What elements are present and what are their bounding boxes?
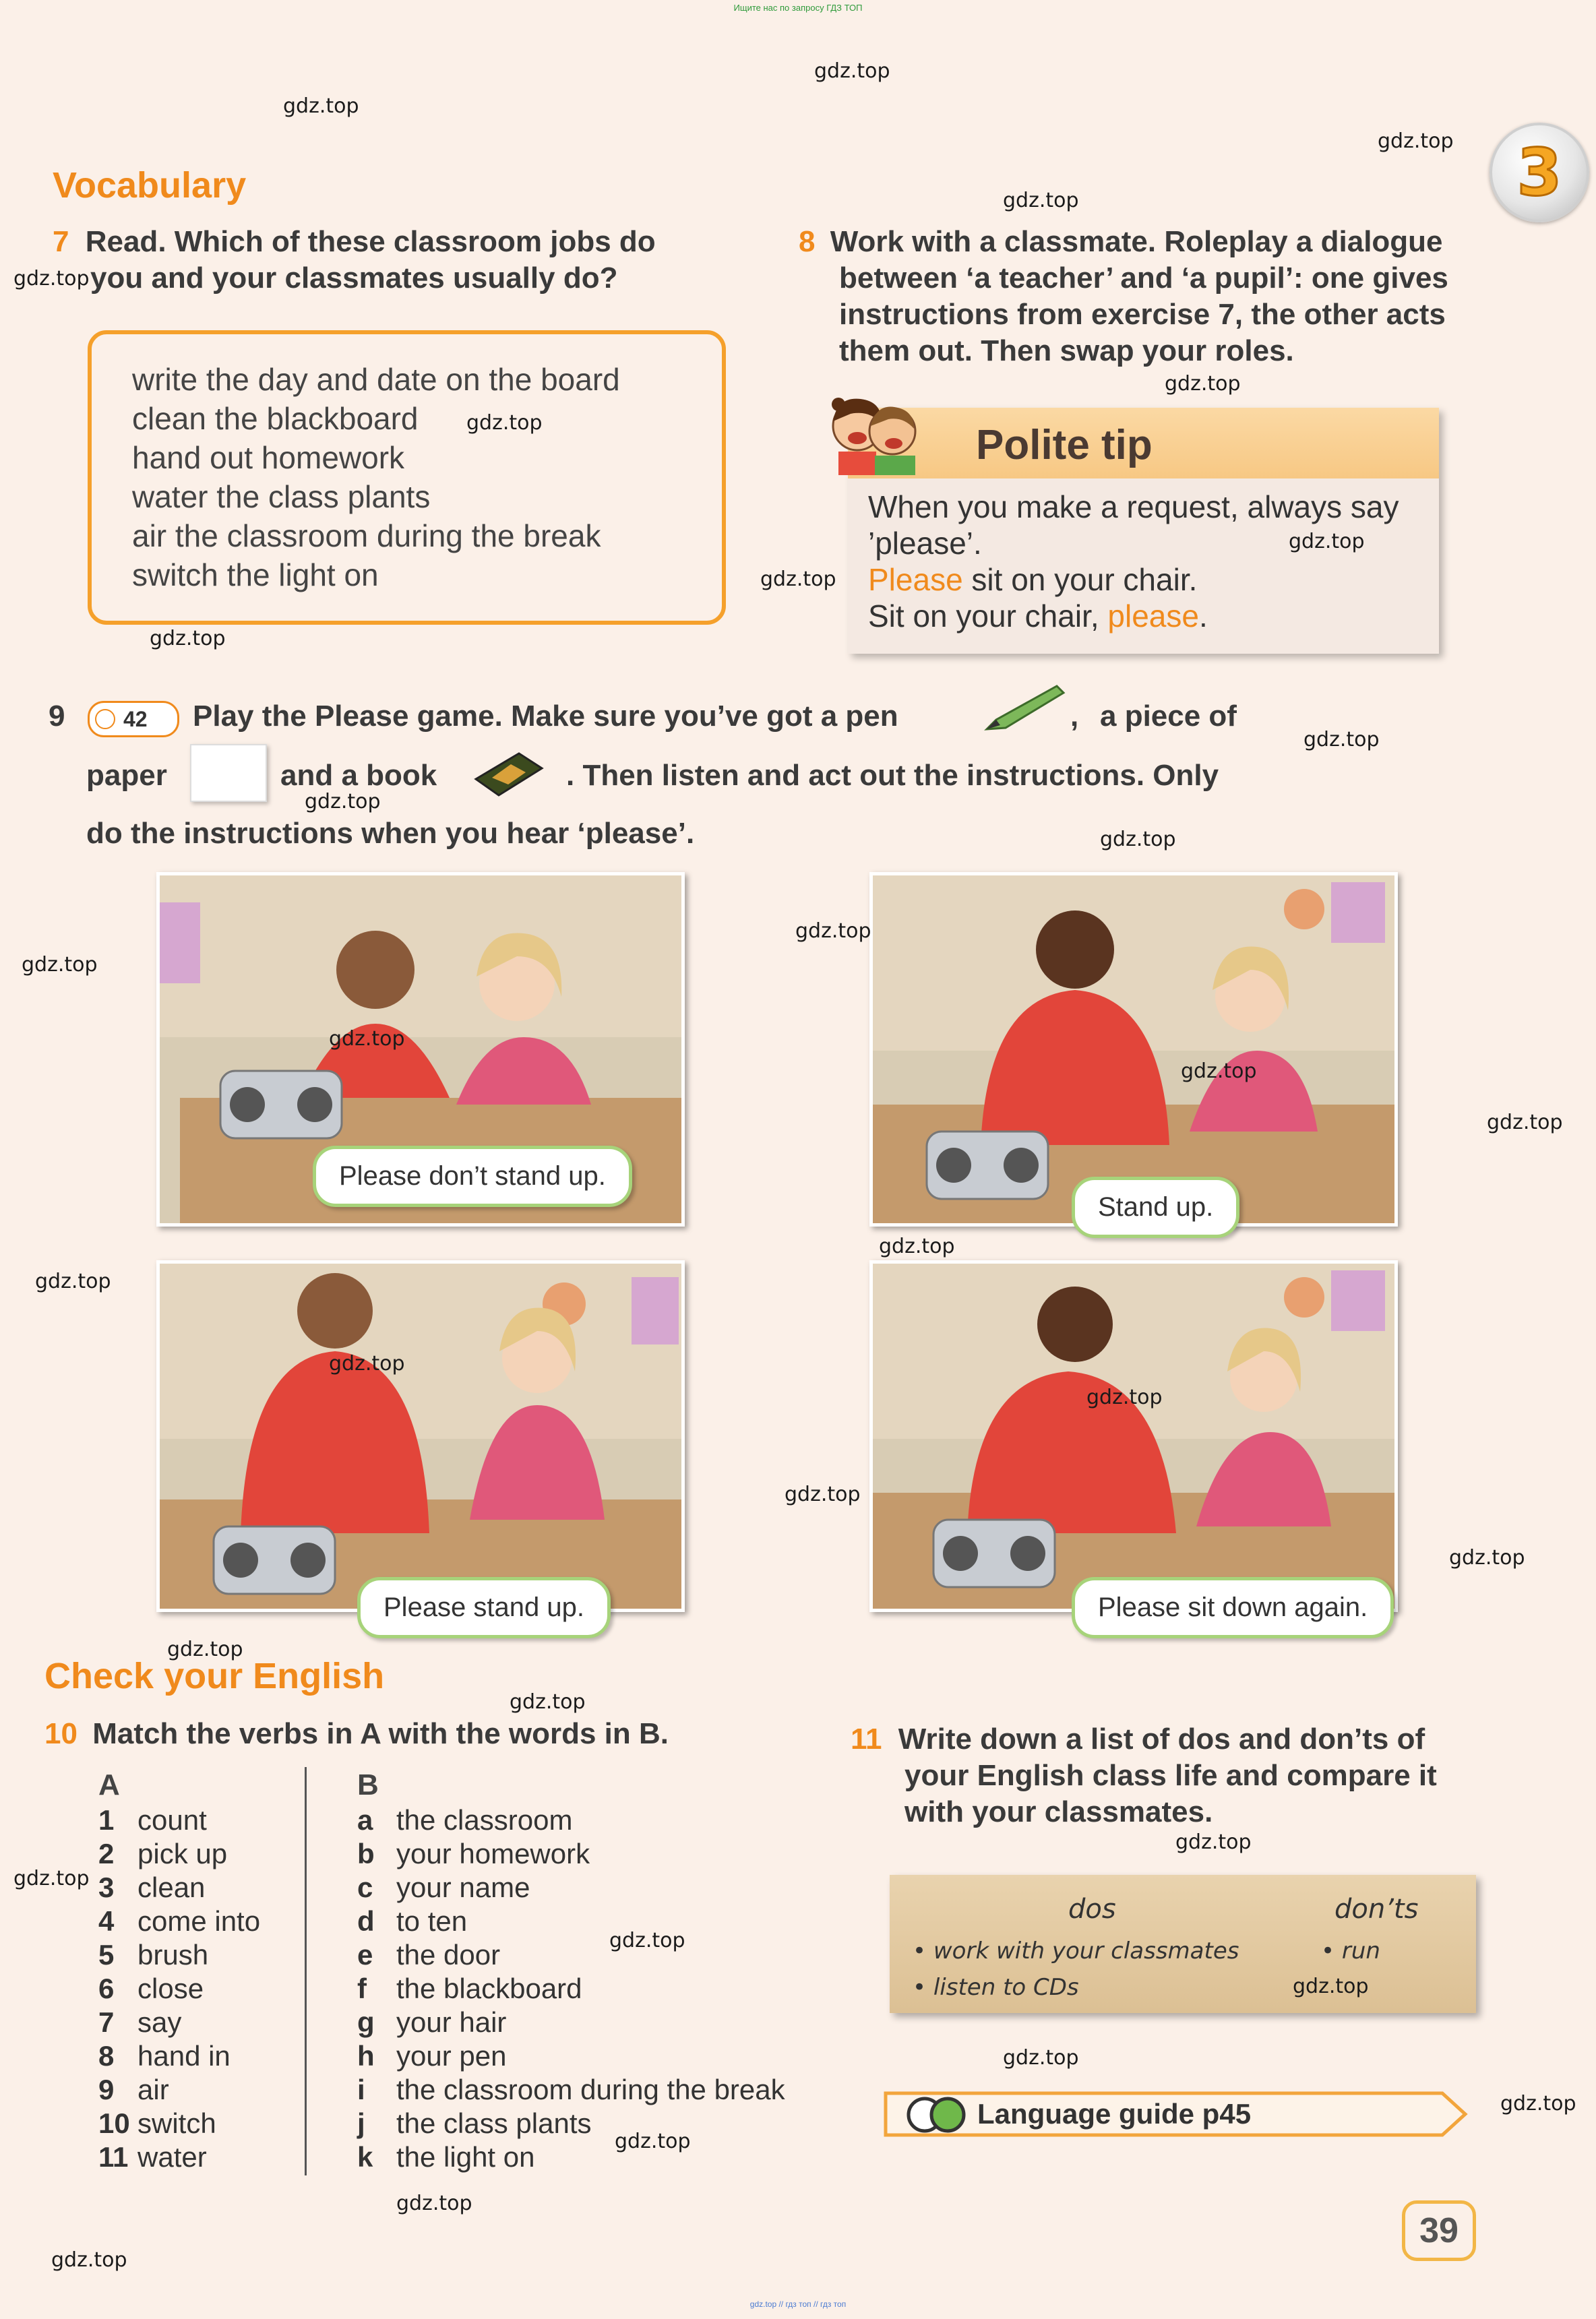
column-a-header: A bbox=[98, 1768, 120, 1801]
list-item: c your name bbox=[357, 1872, 530, 1903]
photo-3 bbox=[156, 1260, 685, 1612]
header-note: Ищите нас по запросу ГДЗ ТОП bbox=[733, 3, 863, 13]
job-item: hand out homework bbox=[132, 440, 405, 475]
list-item: f the blackboard bbox=[357, 1973, 582, 2004]
watermark: gdz.top bbox=[283, 94, 359, 118]
language-guide-label: Language guide p45 bbox=[977, 2098, 1252, 2130]
watermark: gdz.top bbox=[1487, 1111, 1563, 1134]
polite-tip-title: Polite tip bbox=[976, 422, 1153, 468]
dos-list bbox=[913, 1933, 1239, 2006]
job-item: clean the blackboard bbox=[132, 401, 419, 436]
watermark: gdz.top bbox=[615, 2130, 691, 2153]
dos-donts-note bbox=[890, 1875, 1476, 2013]
watermark: gdz.top bbox=[1303, 728, 1380, 751]
watermark: gdz.top bbox=[396, 2192, 472, 2215]
exercise-9-text-7: do the instructions when you hear ‘please’. bbox=[86, 817, 695, 850]
exercise-9-text-2: , bbox=[1070, 700, 1079, 733]
watermark: gdz.top bbox=[795, 919, 871, 943]
watermark: gdz.top bbox=[785, 1483, 861, 1506]
exercise-8-instruction: 8 Work with a classmate. Roleplay a dialogue between ‘a teacher’ and ‘a pupil’: one gives instructions from exercise 7, the other acts them out. Then swap your roles. bbox=[799, 225, 1448, 367]
watermark: gdz.top bbox=[167, 1638, 243, 1661]
dos-header: dos bbox=[1068, 1894, 1116, 1925]
column-a-list bbox=[98, 1803, 260, 2174]
watermark: gdz.top bbox=[1500, 2092, 1576, 2115]
exercise-7-instruction: 7 Read. Which of these classroom jobs do you and your classmates usually do? bbox=[53, 225, 656, 295]
exercise-10-instruction: 10 Match the verbs in A with the words in B. bbox=[44, 1717, 669, 1750]
book-icon bbox=[472, 748, 546, 799]
exercise-9-text-4: paper bbox=[86, 759, 167, 792]
kids-mascot-icon bbox=[824, 384, 925, 475]
exercise-9-text-3: a piece of bbox=[1100, 700, 1237, 733]
job-item: switch the light on bbox=[132, 557, 379, 592]
exercise-9-number: 9 bbox=[49, 700, 65, 733]
column-b-header: B bbox=[357, 1768, 379, 1801]
watermark: gdz.top bbox=[22, 953, 98, 977]
glasses-icon bbox=[883, 2089, 967, 2139]
list-item: 1 count bbox=[98, 1804, 207, 1836]
watermark: gdz.top bbox=[35, 1270, 111, 1293]
paper-icon bbox=[190, 744, 267, 802]
pen-icon bbox=[981, 681, 1068, 735]
list-item: 3 clean bbox=[98, 1872, 206, 1903]
watermark: gdz.top bbox=[1289, 530, 1365, 553]
job-item: air the classroom during the break bbox=[132, 518, 601, 553]
list-item: g your hair bbox=[357, 2006, 507, 2038]
list-item: 11 water bbox=[98, 2141, 207, 2173]
watermark: gdz.top bbox=[1293, 1975, 1369, 1998]
unit-number: 3 bbox=[1516, 135, 1562, 210]
watermark: gdz.top bbox=[13, 267, 90, 290]
page-number: 39 bbox=[1402, 2200, 1476, 2261]
cd-icon bbox=[95, 709, 115, 729]
list-item: 7 say bbox=[98, 2006, 182, 2038]
job-item: write the day and date on the board bbox=[132, 362, 620, 397]
watermark: gdz.top bbox=[329, 1027, 405, 1051]
watermark: gdz.top bbox=[760, 567, 836, 591]
watermark: gdz.top bbox=[1181, 1059, 1257, 1083]
list-item: 5 brush bbox=[98, 1939, 209, 1971]
list-item: h your pen bbox=[357, 2040, 507, 2072]
unit-badge bbox=[1490, 123, 1589, 222]
watermark: gdz.top bbox=[150, 627, 226, 650]
check-your-english-title: Check your English bbox=[44, 1656, 385, 1696]
exercise-11-number: 11 bbox=[851, 1723, 882, 1756]
list-item: • run bbox=[1321, 1938, 1380, 1965]
watermark: gdz.top bbox=[1086, 1386, 1163, 1409]
column-divider bbox=[305, 1767, 307, 2175]
watermark: gdz.top bbox=[1003, 189, 1079, 212]
list-item: • work with your classmates bbox=[913, 1938, 1239, 1965]
job-item: water the class plants bbox=[132, 479, 431, 514]
watermark: gdz.top bbox=[51, 2248, 127, 2272]
exercise-7-number: 7 bbox=[53, 225, 69, 258]
exercise-9-text-5: and a book bbox=[280, 759, 437, 792]
photo-4 bbox=[869, 1260, 1398, 1612]
exercise-11-instruction: 11 Write down a list of dos and don’ts of your English class life and compare it with your classmates. bbox=[851, 1723, 1437, 1828]
watermark: gdz.top bbox=[13, 1867, 90, 1890]
exercise-9-text-1: Play the Please game. Make sure you’ve got a pen bbox=[193, 700, 898, 733]
list-item: a the classroom bbox=[357, 1804, 573, 1836]
watermark: gdz.top bbox=[1100, 828, 1176, 851]
donts-list bbox=[1321, 1933, 1380, 1969]
list-item: 6 close bbox=[98, 1973, 204, 2004]
watermark: gdz.top bbox=[329, 1352, 405, 1375]
watermark: gdz.top bbox=[1378, 129, 1454, 153]
list-item: j the class plants bbox=[357, 2107, 592, 2139]
watermark: gdz.top bbox=[814, 59, 890, 83]
classroom-jobs-box bbox=[88, 330, 726, 625]
photo-2 bbox=[869, 872, 1398, 1227]
list-item: 8 hand in bbox=[98, 2040, 231, 2072]
footer-note: gdz.top // гдз топ // гдз топ bbox=[749, 2299, 847, 2309]
exercise-10-number: 10 bbox=[44, 1717, 78, 1750]
list-item: • listen to CDs bbox=[913, 1974, 1079, 2001]
exercise-8-number: 8 bbox=[799, 225, 816, 258]
watermark: gdz.top bbox=[879, 1235, 955, 1258]
exercise-9-text-6: . Then listen and act out the instructions. Only bbox=[566, 759, 1219, 792]
polite-tip-body: When you make a request, always say ’please’. Please sit on your chair. Sit on your chair, please. bbox=[868, 489, 1399, 633]
watermark: gdz.top bbox=[609, 1929, 685, 1952]
list-item: e the door bbox=[357, 1939, 501, 1971]
donts-header: don’ts bbox=[1334, 1894, 1419, 1925]
watermark: gdz.top bbox=[1003, 2046, 1079, 2070]
watermark: gdz.top bbox=[510, 1690, 586, 1714]
language-guide-banner[interactable] bbox=[883, 2089, 1469, 2139]
speech-bubble-3: Please stand up. bbox=[357, 1577, 611, 1638]
column-b-list bbox=[357, 1803, 785, 2174]
watermark: gdz.top bbox=[305, 790, 381, 813]
watermark: gdz.top bbox=[1449, 1546, 1525, 1570]
list-item: k the light on bbox=[357, 2141, 535, 2173]
list-item: i the classroom during the break bbox=[357, 2074, 785, 2105]
watermark: gdz.top bbox=[466, 411, 543, 435]
watermark: gdz.top bbox=[1175, 1830, 1252, 1854]
track-number: 42 bbox=[123, 707, 148, 731]
list-item: d to ten bbox=[357, 1905, 468, 1937]
watermark: gdz.top bbox=[1165, 372, 1241, 396]
vocabulary-title: Vocabulary bbox=[53, 165, 247, 206]
list-item: 10 switch bbox=[98, 2107, 216, 2139]
list-item: 9 air bbox=[98, 2074, 169, 2105]
list-item: b your homework bbox=[357, 1838, 590, 1869]
audio-track-badge[interactable] bbox=[88, 701, 179, 737]
list-item: 4 come into bbox=[98, 1905, 261, 1937]
speech-bubble-2: Stand up. bbox=[1072, 1177, 1239, 1238]
speech-bubble-4: Please sit down again. bbox=[1072, 1577, 1394, 1638]
speech-bubble-1: Please don’t stand up. bbox=[313, 1146, 632, 1207]
list-item: 2 pick up bbox=[98, 1838, 228, 1869]
